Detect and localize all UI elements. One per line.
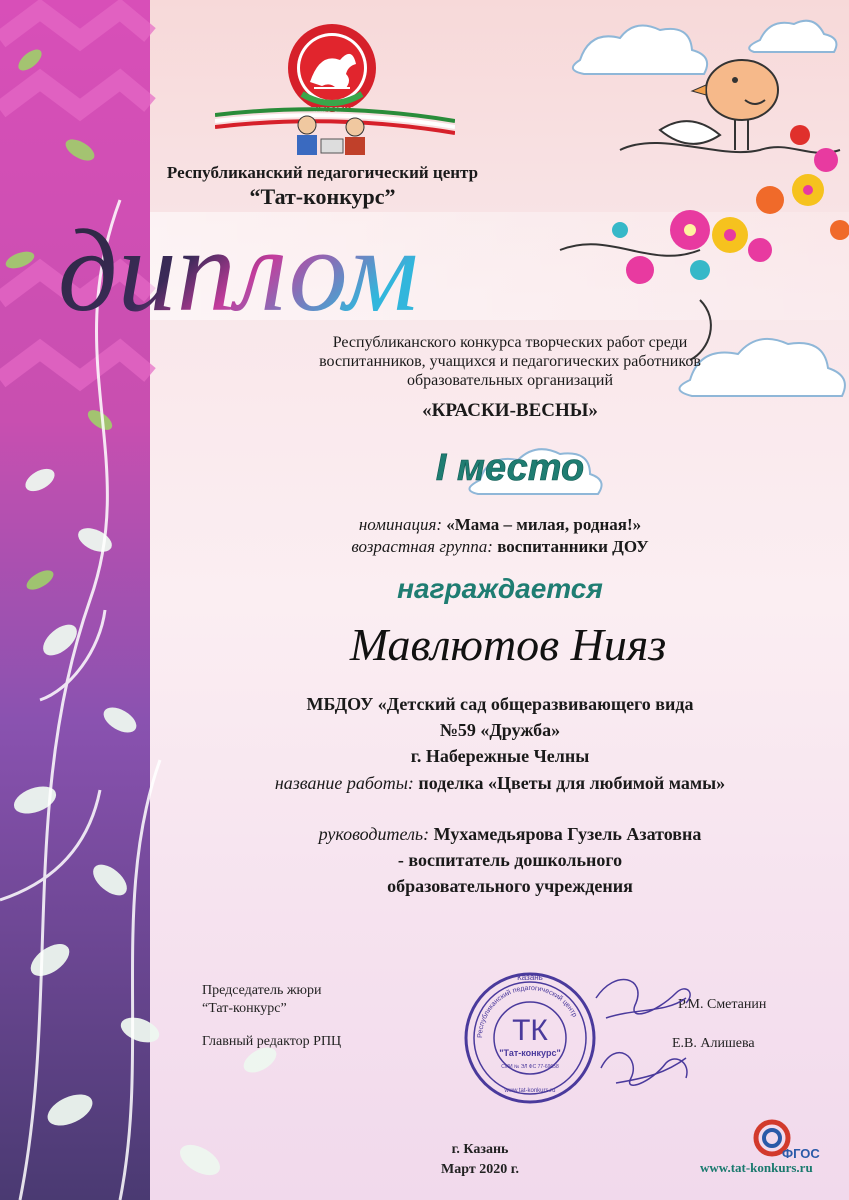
editor-name: Е.В. Алишева xyxy=(672,1036,755,1051)
age-group-value: воспитанники ДОУ xyxy=(497,537,649,556)
awarded-label xyxy=(380,570,620,610)
leader-label: руководитель: xyxy=(318,824,430,844)
leader-line-2: - воспитатель дошкольного xyxy=(397,850,623,870)
place-title xyxy=(400,440,620,496)
contest-line-2: воспитанников, учащихся и педагогических работников xyxy=(319,353,701,370)
stamp-reg-text: СМИ № ЭЛ ФС 77-69658 xyxy=(501,1064,559,1070)
work-title xyxy=(200,773,800,794)
nomination-label: номинация: xyxy=(358,515,443,534)
leader-name: Мухамедьярова Гузель Азатовна xyxy=(433,824,702,844)
chair-name: Р.М. Сметанин xyxy=(678,997,767,1012)
institution-block xyxy=(220,691,780,769)
jury-chair-line-1: Председатель жюри xyxy=(202,983,322,998)
stamp-ring-text: Республиканский педагогический центр xyxy=(476,984,578,1039)
stamp-seal xyxy=(460,968,600,1108)
leader-block xyxy=(230,821,790,899)
contest-name: «КРАСКИ-ВЕСНЫ» xyxy=(422,400,598,421)
city: г. Казань xyxy=(451,1142,509,1157)
work-value: поделка «Цветы для любимой мамы» xyxy=(418,773,726,793)
fgos-text: ФГОС xyxy=(782,1146,820,1161)
tatarstan-emblem xyxy=(284,22,380,118)
institution-line-2: №59 «Дружба» xyxy=(439,720,561,740)
date: Март 2020 г. xyxy=(441,1162,519,1177)
nomination-block xyxy=(210,514,790,558)
stamp-top-text: Казань xyxy=(517,973,543,982)
stamp-monogram: ТК xyxy=(512,1014,548,1047)
jury-chair-title xyxy=(202,982,321,1018)
flag-ribbon xyxy=(215,105,455,160)
signature-scribbles xyxy=(586,958,706,1098)
diploma-title-text: диплом xyxy=(58,205,419,336)
org-line-2: “Тат-конкурс” xyxy=(249,184,396,209)
website-link[interactable]: www.tat-konkurs.ru xyxy=(700,1160,813,1175)
contest-line-3: образовательных организаций xyxy=(406,372,614,389)
institution-line-3: г. Набережные Челны xyxy=(410,746,590,766)
stamp-center-text: "Тат-конкурс" xyxy=(499,1048,561,1058)
age-group-label: возрастная группа: xyxy=(351,537,493,556)
place-text: I место xyxy=(435,447,585,489)
jury-chair-line-2: “Тат-конкурс” xyxy=(202,1001,287,1016)
editor-title: Главный редактор РПЦ xyxy=(202,1034,342,1049)
fgos-logo xyxy=(752,1118,836,1166)
leader-line-3: образовательного учреждения xyxy=(387,876,633,896)
recipient-name xyxy=(318,612,698,682)
recipient-name-text: Мавлютов Нияз xyxy=(349,619,667,670)
contest-line-1: Республиканского конкурса творческих работ среди xyxy=(332,334,688,351)
emblem-text: ТАТАРСТАН xyxy=(311,107,353,114)
org-line-1: Республиканский педагогический центр xyxy=(166,163,479,182)
stamp-bottom-text: www.tat-konkurs.ru xyxy=(504,1088,556,1094)
institution-line-1: МБДОУ «Детский сад общеразвивающего вида xyxy=(306,694,694,714)
city-date xyxy=(380,1140,580,1180)
work-label: название работы: xyxy=(274,773,414,793)
contest-description xyxy=(270,333,750,390)
awarded-text: награждается xyxy=(397,573,603,604)
nomination-value: «Мама – милая, родная!» xyxy=(446,515,642,534)
